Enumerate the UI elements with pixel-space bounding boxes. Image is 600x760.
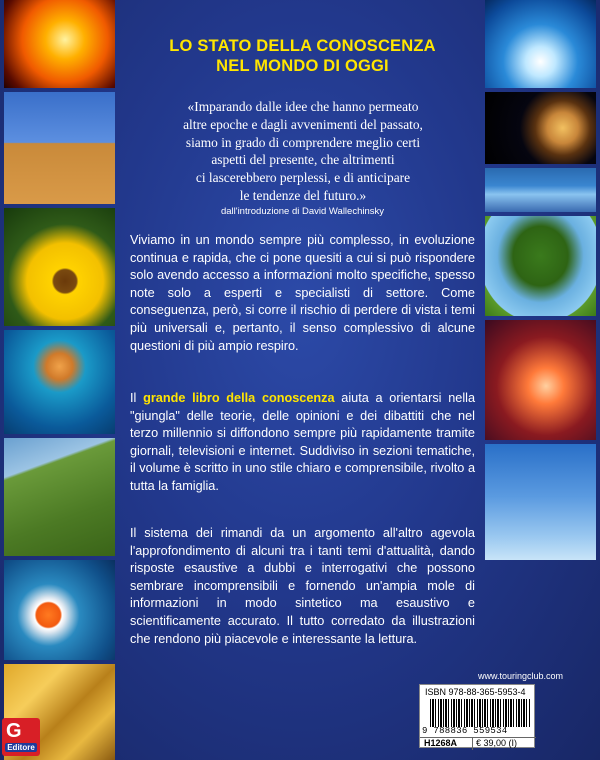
quote-line-1: «Imparando dalle idee che hanno permeato: [187, 99, 419, 114]
clownfish-photo: [4, 560, 115, 660]
barcode-footer: [420, 737, 536, 749]
quote-line-4: aspetti del presente, che altrimenti: [211, 152, 395, 168]
ocean-wave-photo: [485, 0, 596, 88]
isbn-text: ISBN 978-88-365-5953-4: [425, 687, 526, 697]
wind-turbines-photo: [485, 444, 596, 560]
quote-line-3: siamo in grado di comprendere meglio certi: [185, 134, 421, 150]
publisher-url[interactable]: www.touringclub.com: [478, 671, 564, 681]
right-photo-strip: [485, 0, 600, 760]
barcode-bars-icon: [430, 699, 530, 727]
quote-attribution: dall'introduzione di David Wallechinsky: [220, 206, 385, 217]
paragraph-2: [130, 390, 475, 496]
left-photo-strip: [0, 0, 115, 760]
oak-tree-photo: [485, 216, 596, 316]
colosseum-photo: [4, 92, 115, 204]
tornado-photo: [485, 168, 596, 212]
barcode-label: [419, 684, 535, 748]
glider-field-photo: [4, 438, 115, 556]
paragraph-1: Viviamo in un mondo sempre più complesso, in evoluzione continua e rapida, che ci pone quesiti a cui si può rispondere solo avendo accesso a informazioni molto specifiche, spesso note solo a esperti e specialisti di settore. Come conseguenza, però, si corre il rischio di perdere di vista i temi più universali e, pertanto, il senso complessivo di alcune questioni di più ampio respiro.: [130, 233, 475, 353]
publisher-logo-mark: G: [6, 720, 22, 742]
sun-photo: [4, 0, 115, 88]
paragraph-2-before: Il: [130, 391, 144, 405]
sunflower-bee-photo: [4, 208, 115, 326]
publisher-logo: [2, 718, 40, 756]
product-code: H1268A: [424, 738, 458, 748]
quote-line-5: ci lascerebbero perplessi, e di anticipare: [195, 170, 411, 186]
title-line-1: LO STATO DELLA CONOSCENZA: [169, 37, 436, 55]
cover-title: [130, 36, 475, 76]
saturn-photo: [485, 92, 596, 164]
paragraph-2-after: aiuta a orientarsi nella "giungla" delle teorie, delle opinioni e dei dibattiti che nel terzo millennio si diffondono sempre più rapidamente tramite giornali, televisioni e internet. Suddiviso in sezioni tematiche, il volume è scritto in uno stile chiaro e comprensibile, rivolto a tutta la famiglia.: [130, 391, 476, 493]
quote-line-2: altre epoche e dagli avvenimenti del passato,: [183, 116, 423, 132]
paragraph-3: Il sistema dei rimandi da un argomento all'altro agevola l'approfondimento di alcuni tra i tanti temi d'attualità, dando risposte esaustive a dubbi e interrogativi che possono sembrare incomprensibili e fornendo un'ampia mole di informazioni in modo sintetico ma esaustivo e scientificamente accurato. Il tutto corredato da illustrazioni che rendono più piacevole e interessante la lettura.: [130, 526, 475, 646]
ean-number: 9 788836 559534: [422, 726, 508, 736]
title-line-2: NEL MONDO DI OGGI: [216, 57, 389, 75]
jellyfish-photo: [4, 330, 115, 434]
quote-line-6: le tendenze del futuro.»: [239, 187, 367, 203]
lightning-photo: [485, 320, 596, 440]
paragraph-2-book-name: grande libro della conoscenza: [143, 391, 335, 405]
intro-quote: [138, 98, 468, 205]
publisher-logo-text: Editore: [7, 743, 35, 752]
price-label: € 39,00 (I): [472, 738, 536, 750]
